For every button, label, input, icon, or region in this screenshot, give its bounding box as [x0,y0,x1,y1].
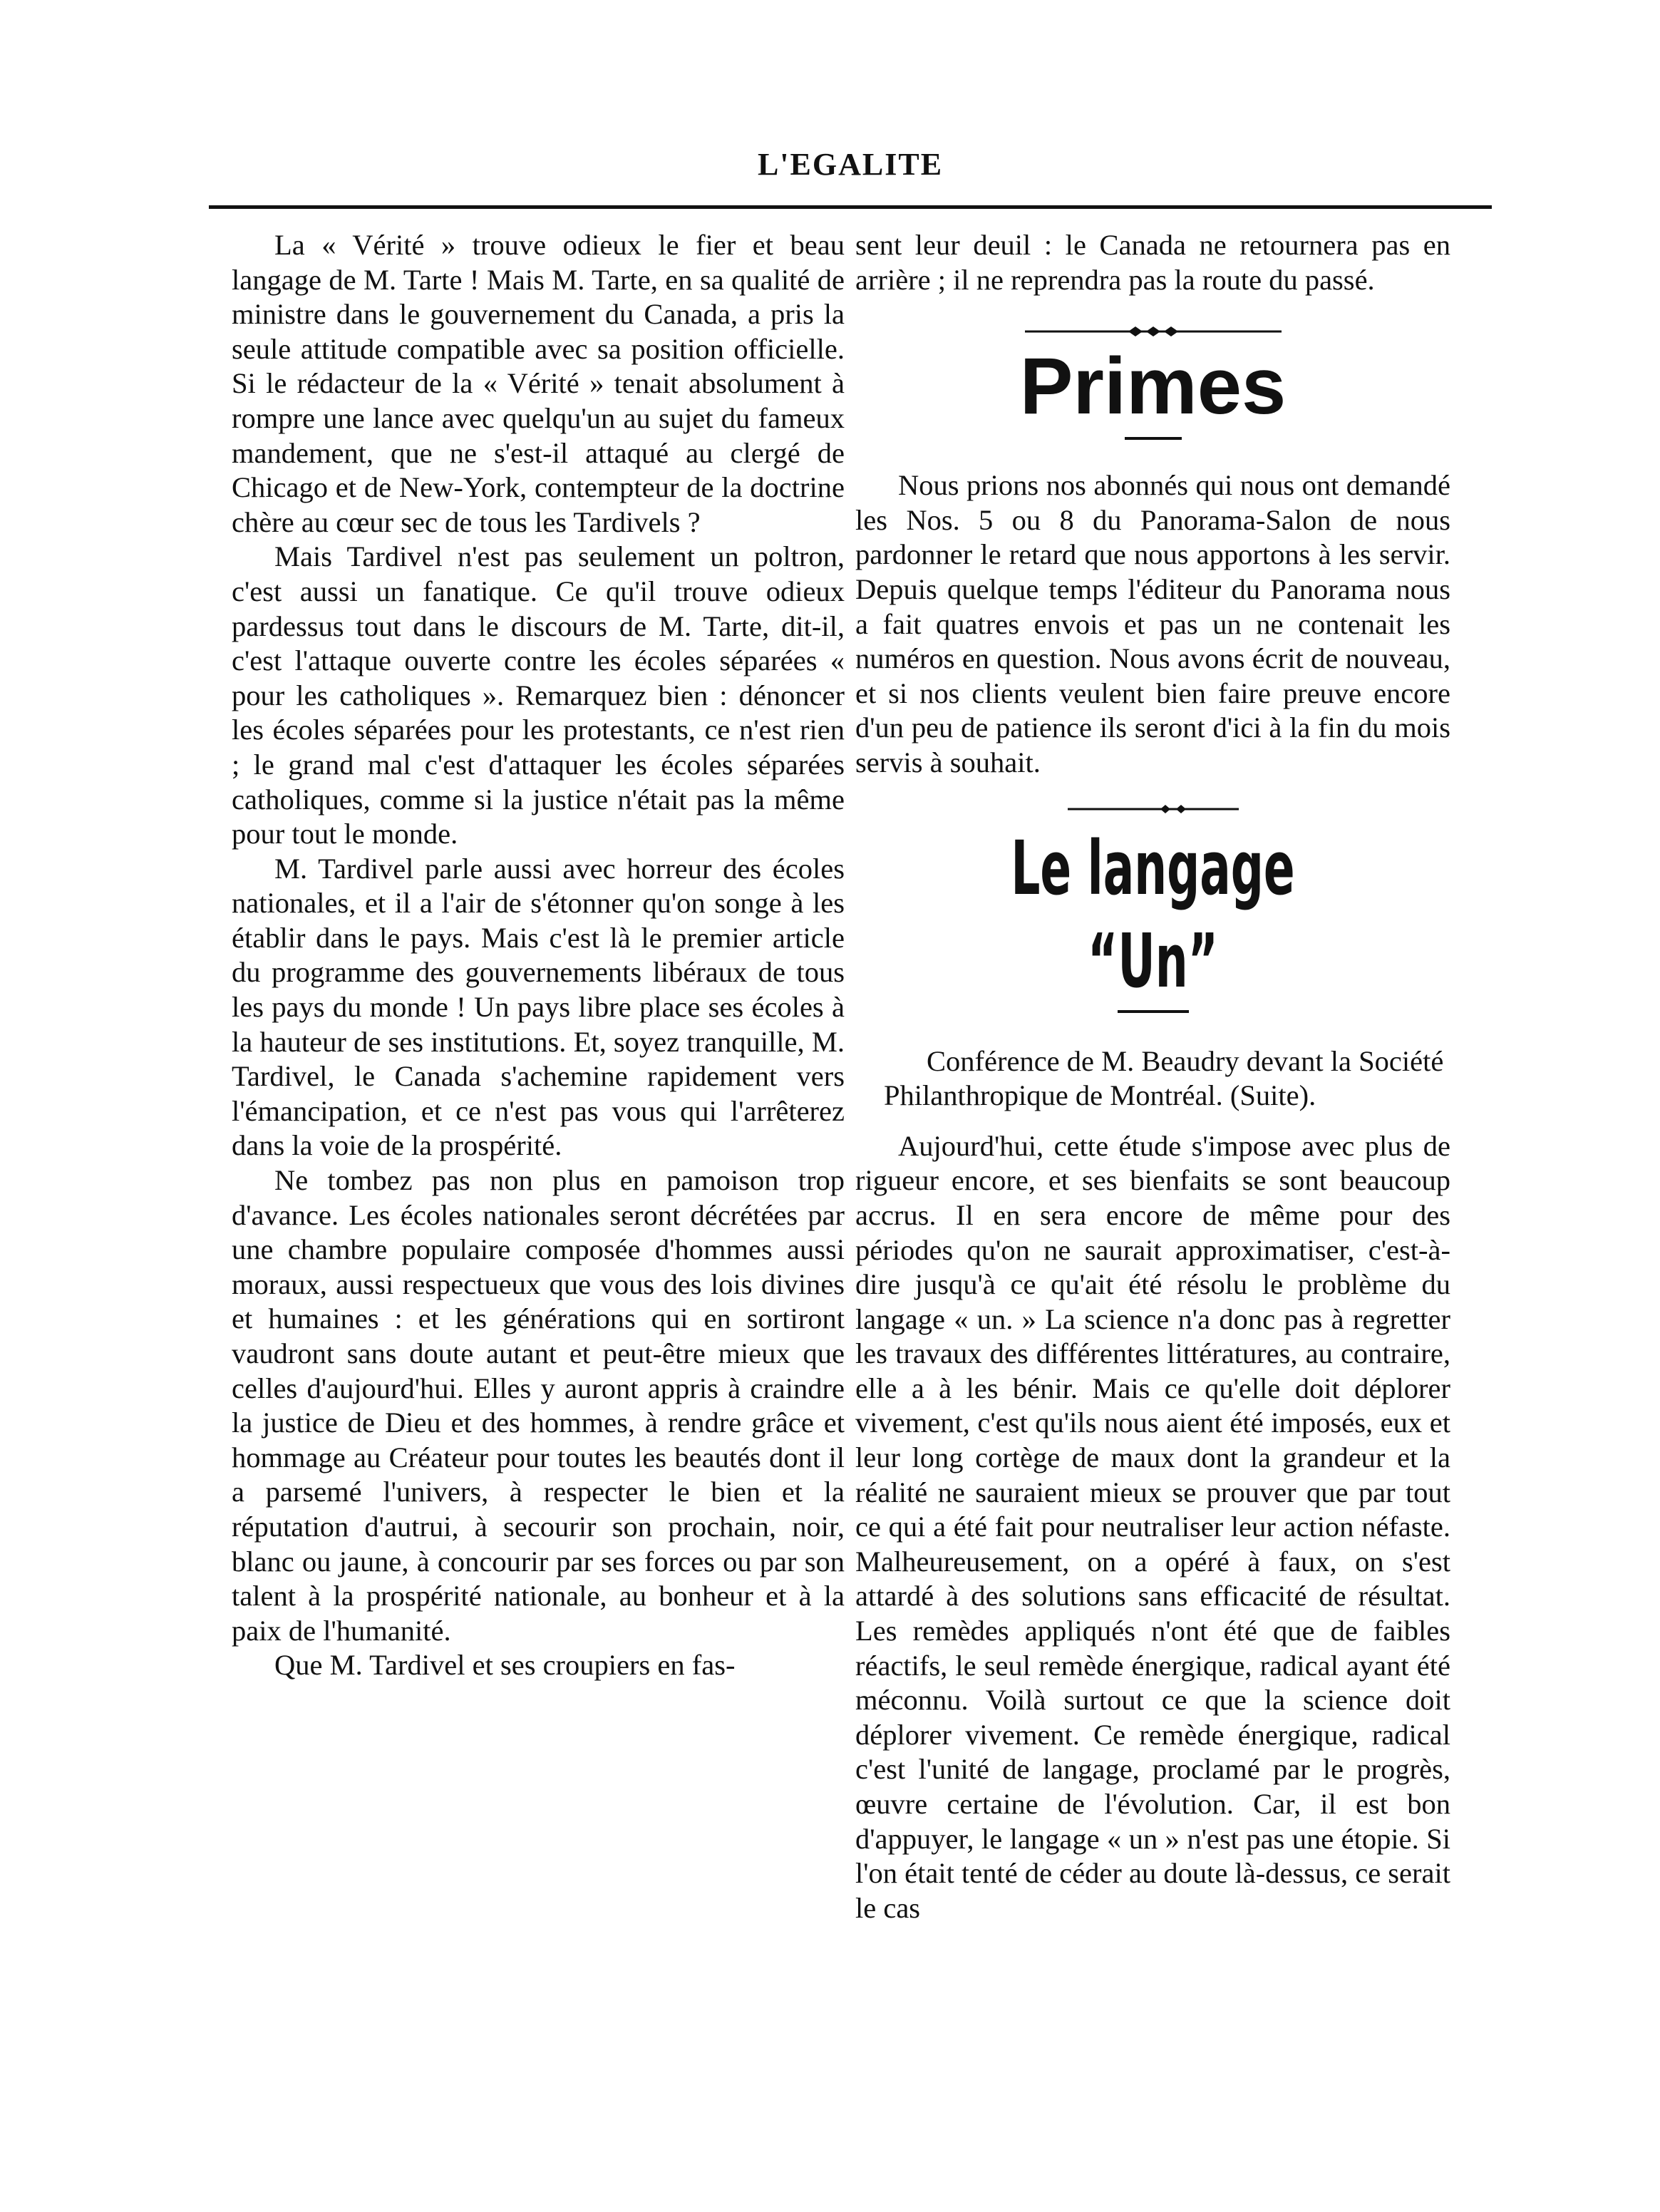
header-rule [209,205,1492,209]
right-column [855,228,1450,1925]
paragraph: M. Tardivel parle aussi avec horreur des écoles nationales, et il a l'air de s'étonner qu'on songe à les établir dans le pays. Mais c'est là le premier article du programme des gouvernements libéraux de tous les pays du monde ! Un pays libre place ses écoles à la hauteur de ses institutions. Et, soyez tranquille, M. Tardivel, le Canada s'achemine rapidement vers l'émancipation, et ce n'est pas vous qui l'arrêterez dans la voie de la prospérité. [232,852,845,1162]
ornament-divider [1068,802,1239,816]
left-column [232,228,845,1683]
paragraph: Mais Tardivel n'est pas seulement un poltron, c'est aussi un fanatique. Ce qu'il trouve odieux pardessus tout dans le discours de M. Tarte, dit-il, c'est l'attaque ouverte contre les écoles séparées « pour les catholiques ». Remarquez bien : dénoncer les écoles séparées pour les protestants, ce n'est rien ; le grand mal c'est d'attaquer les écoles séparées catholiques, comme si la justice n'était pas la même pour tout le monde. [232,540,845,850]
paragraph: Que M. Tardivel et ses croupiers en fas- [274,1649,736,1682]
article-subtitle: Conférence de M. Beaudry devant la Société Philanthropique de Montréal. (Suite). [884,1044,1444,1112]
langage-heading: Le langage “Un” [1011,824,1295,1004]
langage-paragraph: Aujourd'hui, cette étude s'impose avec plus de rigueur encore, et ses bienfaits se sont beaucoup accrus. Il en sera encore de même pour des périodes qu'on ne saurait approximatiser, c'est-à-dire jusqu'à ce qu'ait été résolu le problème du langage « un. » La science n'a donc pas à regretter les travaux des différentes littératures, au contraire, elle a à les bénir. Mais ce qu'elle doit déplorer vivement, c'est qu'ils nous aient été imposés, eux et leur long cortège de maux dont la grandeur et la réalité ne sauraient mieux se prouver que par tout ce qui a été fait pour neutraliser leur action néfaste. Malheureusement, on a opéré à faux, on s'est attardé à des solutions sans efficacité de résultat. Les remèdes appliqués n'ont été que de faibles réactifs, le seul remède énergique, radical ayant été méconnu. Voilà surtout ce que la science doit déplorer vivement. Ce remède énergique, radical c'est l'unité de langage, proclamé par le progrès, œuvre certaine de l'évolution. Car, il est bon d'appuyer, le langage « un » n'est pas une étopie. Si l'on était tenté de céder au doute là-dessus, ce serait le cas [855,1129,1450,1924]
paragraph: Ne tombez pas non plus en pamoison trop d'avance. Les écoles nationales seront décrétées par une chambre populaire composée d'hommes aussi moraux, aussi respectueux que vous des lois divines et humaines : et les générations qui en sortiront vaudront sans doute autant et peut-être mieux que celles d'aujourd'hui. Elles y auront appris à craindre la justice de Dieu et des hommes, à rendre grâce et hommage au Créateur pour toutes les beautés dont il a parsemé l'univers, à respecter le bien et la réputation d'autrui, à secourir son prochain, noir, blanc ou jaune, à concourir par ses forces ou par son talent à la prospérité nationale, au bonheur et à la paix de l'humanité. [232,1164,845,1647]
masthead: L'EGALITE [757,147,944,182]
primes-heading-rule [1125,437,1182,440]
ornament-divider [1025,324,1282,339]
langage-heading-rule [1118,1010,1189,1013]
paragraph: La « Vérité » trouve odieux le fier et beau langage de M. Tarte ! Mais M. Tarte, en sa qualité de ministre dans le gouvernement du Canada, a pris la seule attitude compatible avec sa position officielle. Si le rédacteur de la « Vérité » tenait absolument à rompre une lance avec quelqu'un au sujet du fameux mandement, que ne s'est-il attaqué au clergé de Chicago et de New-York, contempteur de la doctrine chère au cœur sec de tous les Tardivels ? [232,229,845,538]
primes-paragraph: Nous prions nos abonnés qui nous ont demandé les Nos. 5 ou 8 du Panorama-Salon de nous pardonner le retard que nous apportons à les servir. Depuis quelque temps l'éditeur du Panorama nous a fait quatres envois et pas un ne contenait les numéros en question. Nous avons écrit de nouveau, et si nos clients veulent bien faire preuve encore d'un peu de patience ils seront d'ici à la fin du mois servis à souhait. [855,469,1450,778]
continuation-paragraph: sent leur deuil : le Canada ne retournera pas en arrière ; il ne reprendra pas la route du passé. [855,229,1450,296]
primes-heading: Primes [1019,341,1287,431]
